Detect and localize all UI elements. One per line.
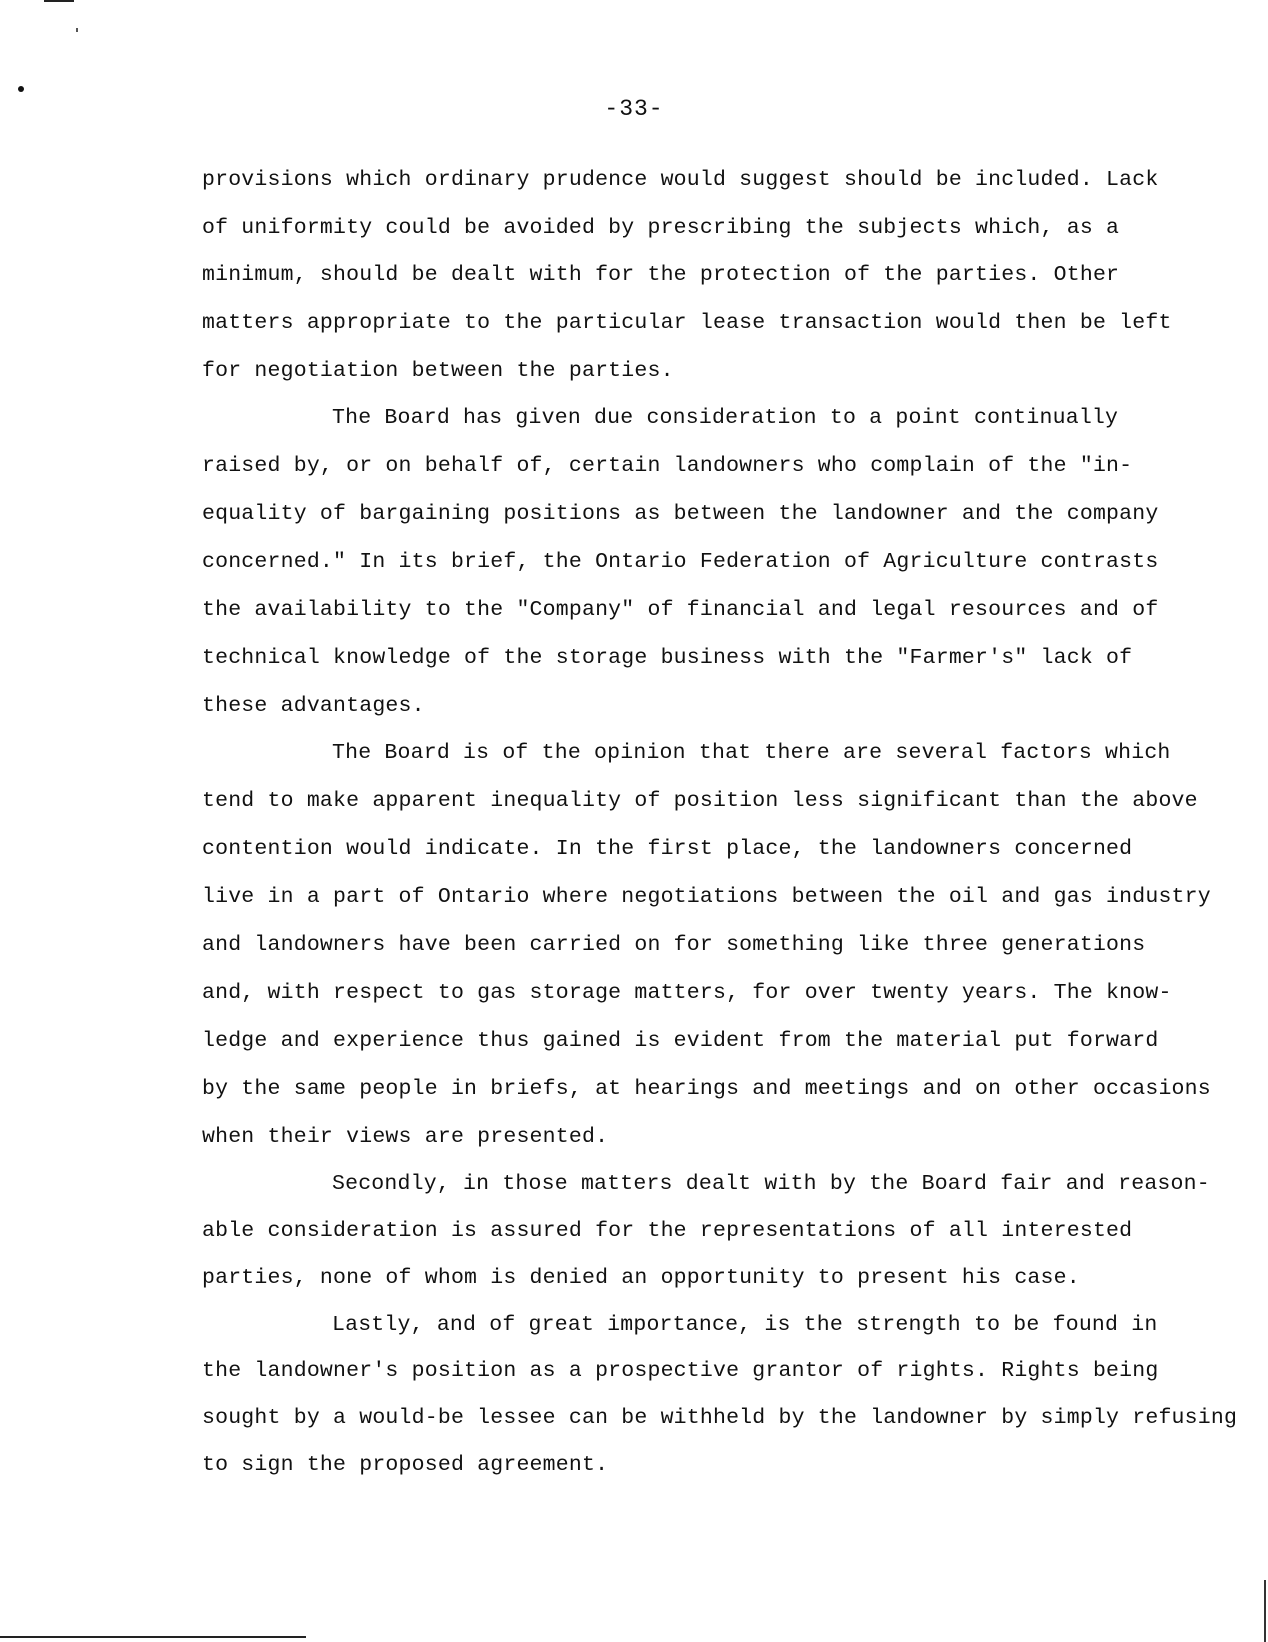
paragraph-3-line-2: tend to make apparent inequality of position less significant than the above bbox=[202, 789, 1198, 813]
paragraph-3-line-5: and landowners have been carried on for something like three generations bbox=[202, 933, 1146, 957]
scan-margin-mark bbox=[44, 0, 74, 2]
paragraph-2-line-1: The Board has given due consideration to a point continually bbox=[332, 406, 1119, 430]
paragraph-4-line-3: parties, none of whom is denied an opportunity to present his case. bbox=[202, 1266, 1080, 1290]
paragraph-2-line-4: concerned." In its brief, the Ontario Federation of Agriculture contrasts bbox=[202, 550, 1159, 574]
paragraph-1-line-5: for negotiation between the parties. bbox=[202, 359, 674, 383]
paragraph-5-line-2: the landowner's position as a prospective grantor of rights. Rights being bbox=[202, 1359, 1159, 1383]
paragraph-3-line-1: The Board is of the opinion that there are several factors which bbox=[332, 741, 1171, 765]
paragraph-5-line-1: Lastly, and of great importance, is the strength to be found in bbox=[332, 1313, 1158, 1337]
paragraph-3-line-7: ledge and experience thus gained is evident from the material put forward bbox=[202, 1029, 1159, 1053]
paragraph-4-line-2: able consideration is assured for the representations of all interested bbox=[202, 1219, 1133, 1243]
paragraph-1-line-4: matters appropriate to the particular lease transaction would then be left bbox=[202, 311, 1172, 335]
paragraph-2-line-7: these advantages. bbox=[202, 694, 425, 718]
scan-dot-mark bbox=[18, 86, 24, 92]
paragraph-1-line-1: provisions which ordinary prudence would suggest should be included. Lack bbox=[202, 168, 1159, 192]
bottom-rule bbox=[0, 1636, 306, 1638]
paragraph-3-line-3: contention would indicate. In the first place, the landowners concerned bbox=[202, 837, 1133, 861]
paragraph-2-line-5: the availability to the "Company" of financial and legal resources and of bbox=[202, 598, 1159, 622]
paragraph-3-line-4: live in a part of Ontario where negotiations between the oil and gas industry bbox=[202, 885, 1211, 909]
paragraph-5-line-4: to sign the proposed agreement. bbox=[202, 1453, 609, 1477]
paragraph-3-line-8: by the same people in briefs, at hearings and meetings and on other occasions bbox=[202, 1077, 1211, 1101]
paragraph-2-line-2: raised by, or on behalf of, certain landowners who complain of the "in- bbox=[202, 454, 1133, 478]
paragraph-3-line-6: and, with respect to gas storage matters, for over twenty years. The know- bbox=[202, 981, 1172, 1005]
paragraph-3-line-9: when their views are presented. bbox=[202, 1125, 609, 1149]
scan-edge-mark bbox=[1264, 1580, 1266, 1642]
paragraph-1-line-3: minimum, should be dealt with for the protection of the parties. Other bbox=[202, 263, 1120, 287]
paragraph-2-line-6: technical knowledge of the storage business with the "Farmer's" lack of bbox=[202, 646, 1133, 670]
paragraph-5-line-3: sought by a would-be lessee can be withheld by the landowner by simply refusing bbox=[202, 1406, 1238, 1430]
scan-speck bbox=[76, 28, 78, 32]
paragraph-4-line-1: Secondly, in those matters dealt with by the Board fair and reason- bbox=[332, 1172, 1210, 1196]
paragraph-1-line-2: of uniformity could be avoided by prescribing the subjects which, as a bbox=[202, 216, 1120, 240]
paragraph-2-line-3: equality of bargaining positions as between the landowner and the company bbox=[202, 502, 1159, 526]
page-number: -33- bbox=[604, 96, 664, 122]
